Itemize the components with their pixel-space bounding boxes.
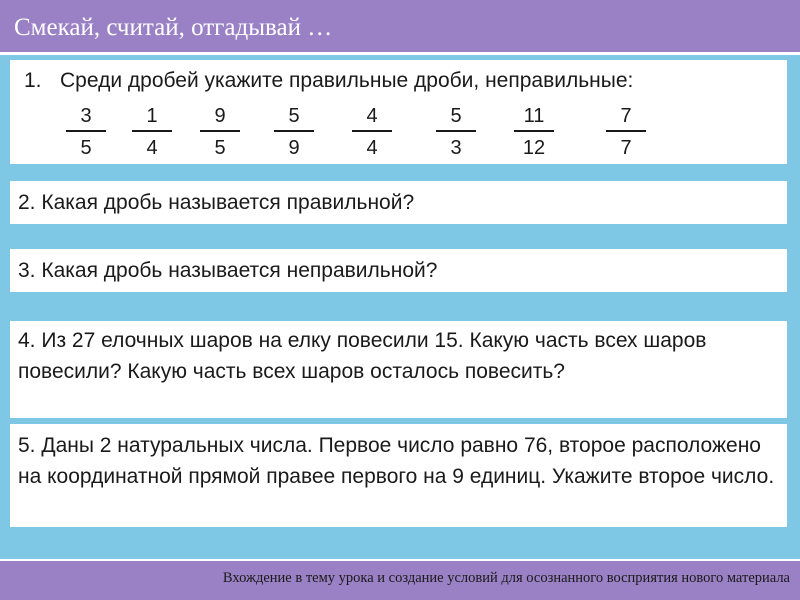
- question-1-number: 1.: [24, 69, 42, 92]
- fraction-numerator: 5: [288, 105, 300, 127]
- header-band: [0, 0, 800, 52]
- fraction-bar: [514, 130, 554, 132]
- question-4-card: [10, 321, 787, 418]
- footer-caption: Вхождение в тему урока и создание условий для осознанного восприятия нового материала: [222, 570, 790, 586]
- fraction-numerator: 11: [523, 105, 545, 127]
- fraction: [274, 104, 314, 160]
- fraction-numerator: 5: [450, 105, 462, 127]
- question-4-text: 4. Из 27 елочных шаров на елку повесили 15. Какую часть всех шаров повесили? Какую часть всех шаров осталось повесить?: [18, 329, 707, 383]
- fraction-numerator: 7: [620, 105, 632, 127]
- fraction-bar: [352, 130, 392, 132]
- fraction: [436, 104, 476, 160]
- fraction: [514, 104, 554, 160]
- fraction: [352, 104, 392, 160]
- question-3-text: 3. Какая дробь называется неправильной?: [18, 259, 438, 282]
- fraction-denominator: 9: [288, 137, 300, 159]
- question-2-text: 2. Какая дробь называется правильной?: [18, 191, 415, 214]
- footer-band: [0, 561, 800, 600]
- question-5-text: 5. Даны 2 натуральных числа. Первое число равно 76, второе расположено на координатной прямой правее первого на 9 единиц. Укажите второе число.: [18, 434, 775, 488]
- fraction-denominator: 5: [80, 137, 92, 159]
- fraction-numerator: 4: [366, 105, 378, 127]
- fraction: [200, 104, 240, 160]
- question-3-card: [10, 249, 787, 292]
- question-2-card: [10, 181, 787, 224]
- fraction-denominator: 5: [214, 137, 226, 159]
- fraction-bar: [606, 130, 646, 132]
- fraction-bar: [132, 130, 172, 132]
- header-divider: [0, 52, 800, 55]
- fraction-denominator: 12: [522, 137, 546, 159]
- fraction-denominator: 4: [366, 137, 378, 159]
- fraction-bar: [200, 130, 240, 132]
- fraction-bar: [436, 130, 476, 132]
- fraction: [132, 104, 172, 160]
- fraction-numerator: 1: [146, 105, 158, 127]
- fraction-bar: [274, 130, 314, 132]
- fraction-denominator: 7: [620, 137, 632, 159]
- fraction: [66, 104, 106, 160]
- slide-title: Смекай, считай, отгадывай …: [14, 14, 333, 41]
- question-1-text: Среди дробей укажите правильные дроби, неправильные:: [60, 69, 634, 92]
- fraction-denominator: 4: [146, 137, 158, 159]
- fraction-numerator: 9: [214, 105, 226, 127]
- fraction-denominator: 3: [450, 137, 462, 159]
- question-1-card: [10, 60, 787, 164]
- question-5-card: [10, 424, 787, 527]
- fraction: [606, 104, 646, 160]
- fraction-numerator: 3: [80, 105, 92, 127]
- fraction-bar: [66, 130, 106, 132]
